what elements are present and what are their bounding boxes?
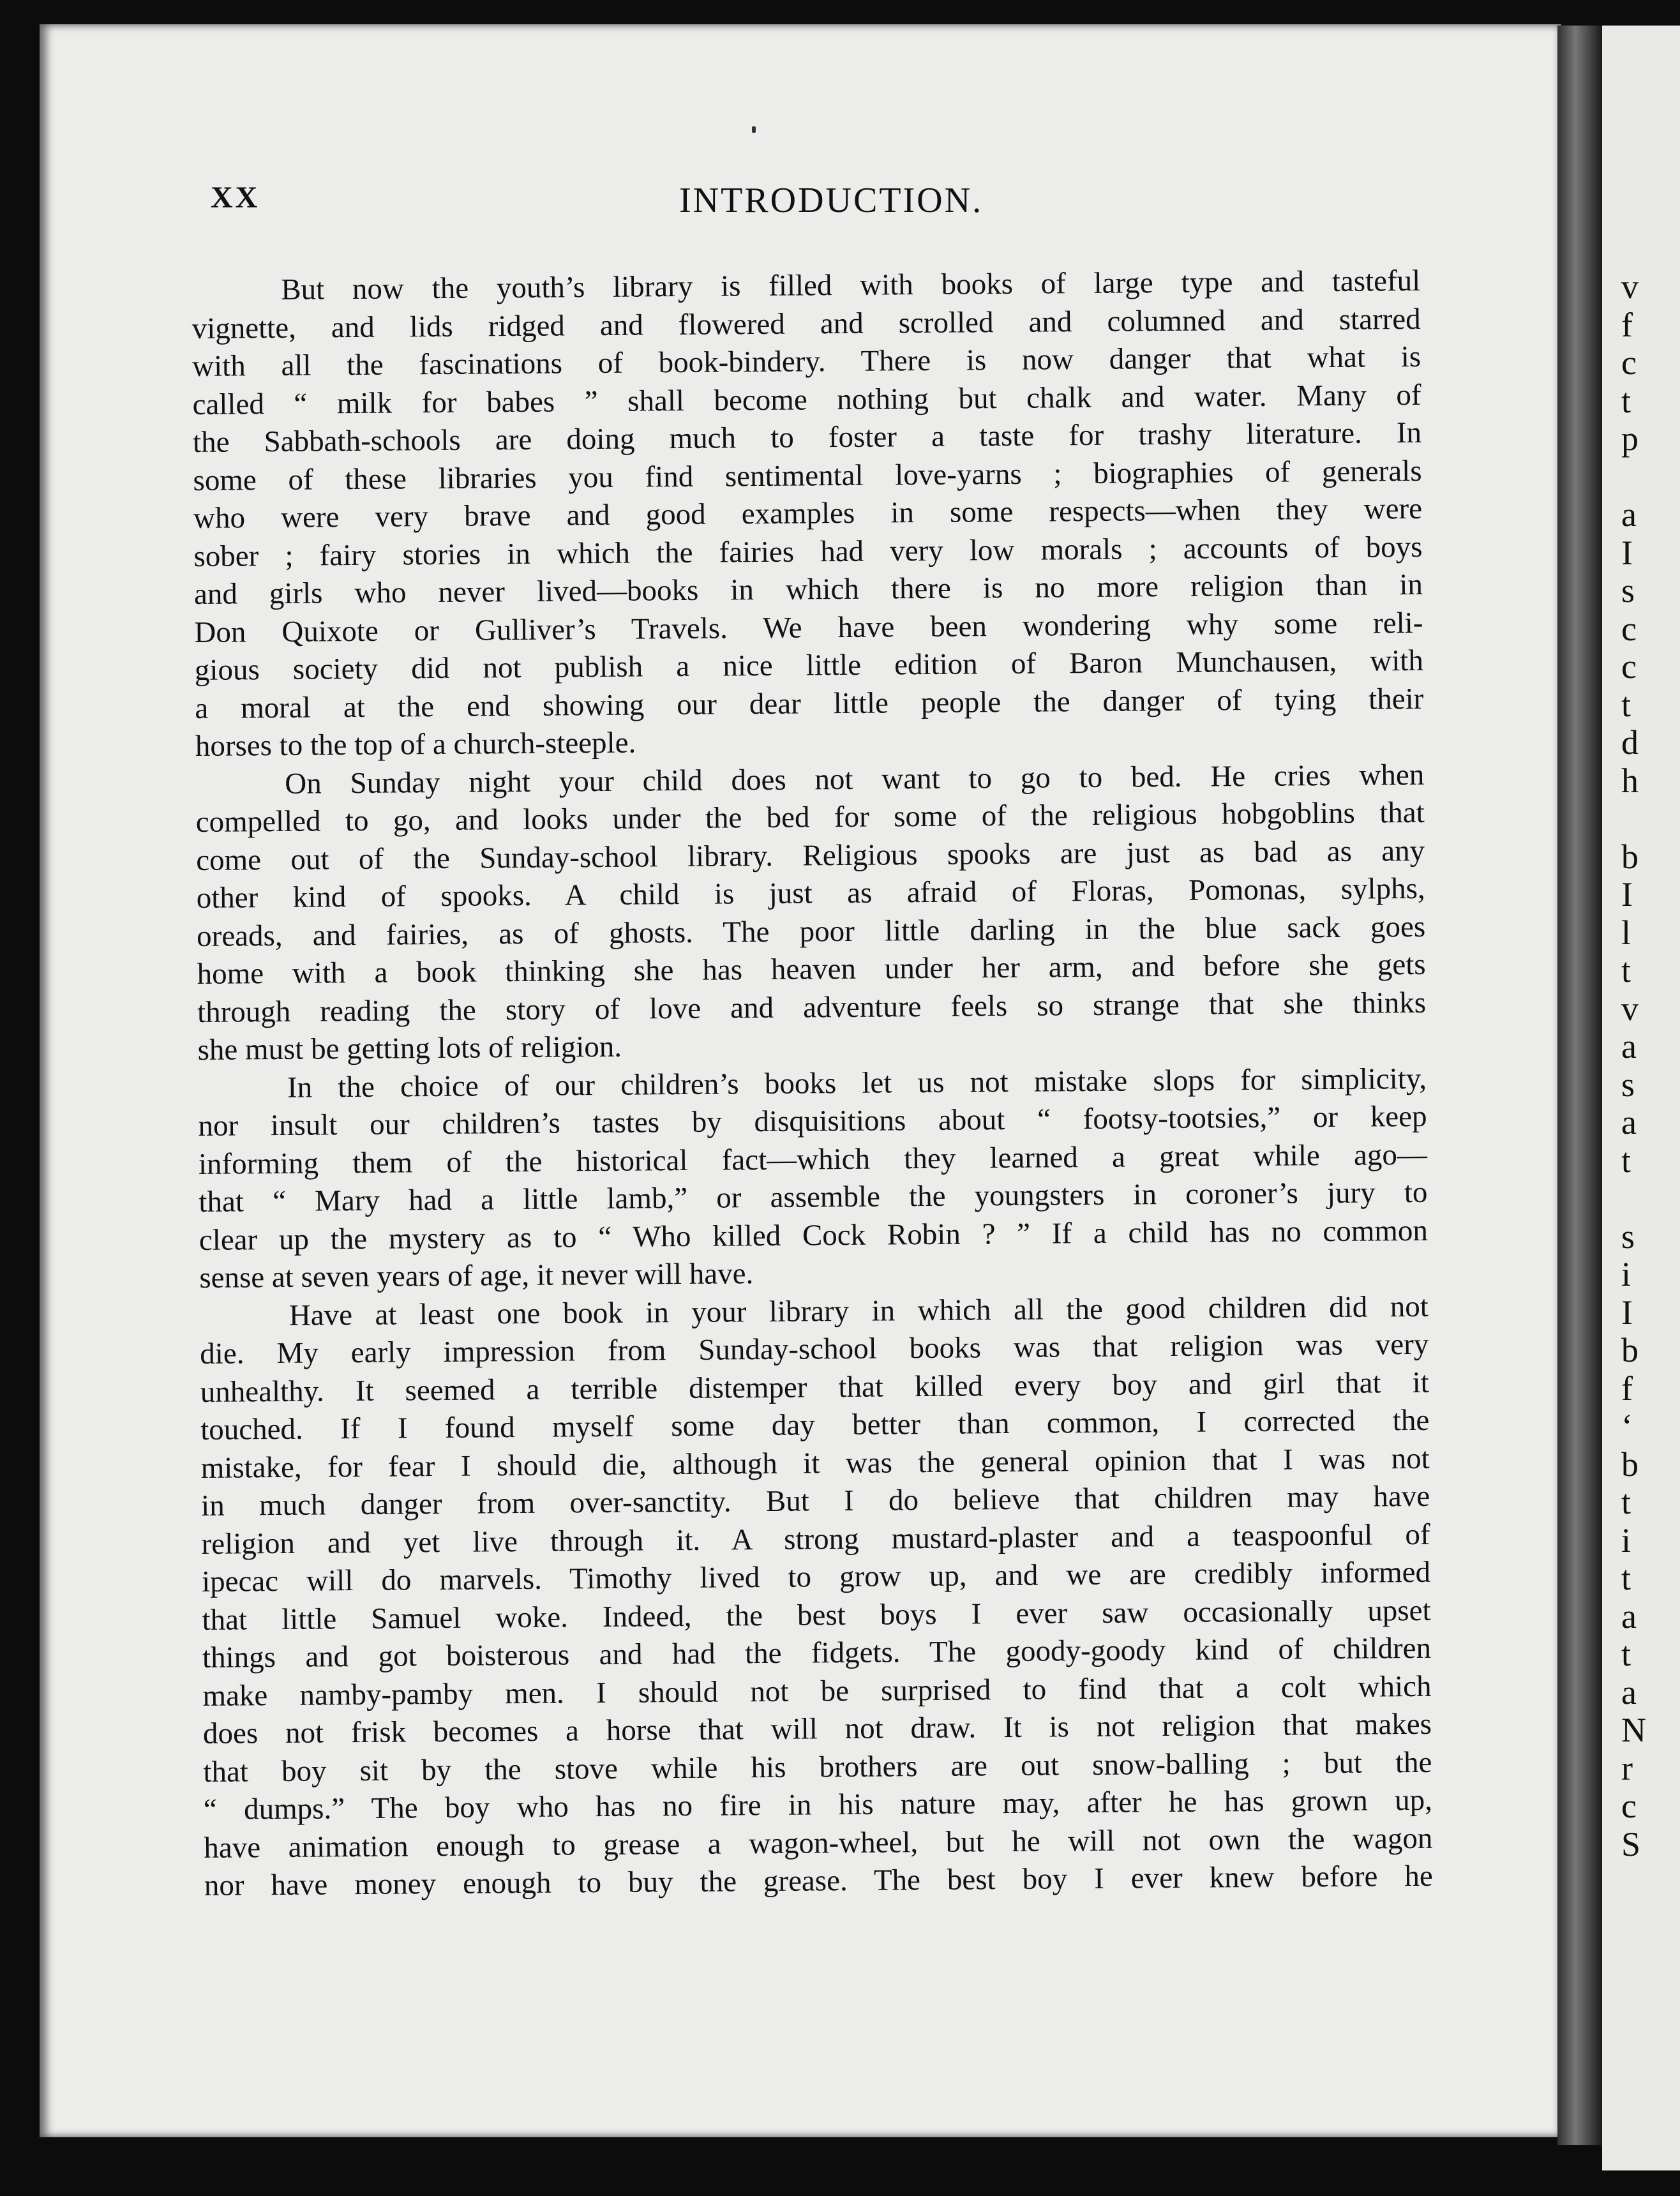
text-line: home with a book thinking she has heaven under her arm, and before she gets bbox=[197, 947, 1426, 991]
running-head bbox=[211, 180, 1487, 225]
text-line: some of these libraries you find sentimental love-yarns ; biographies of generals bbox=[193, 454, 1422, 497]
text-line: make namby-pamby men. I should not be surprised to find that a colt which bbox=[202, 1669, 1432, 1713]
text-line: mistake, for fear I should die, although it was the general opinion that I was not bbox=[200, 1441, 1430, 1485]
text-line: have animation enough to grease a wagon-wheel, but he will not own the wagon bbox=[204, 1821, 1433, 1865]
text-line: clear up the mystery as to “ Who killed Cock Robin ? ” If a child has no common bbox=[199, 1214, 1429, 1257]
text-line: On Sunday night your child does not want to go to bed. He cries when bbox=[285, 758, 1425, 801]
text-line: things and got boisterous and had the fidgets. The goody-goody kind of children bbox=[202, 1631, 1432, 1674]
text-line: ipecac will do marvels. Timothy lived to grow up, and we are credibly informed bbox=[201, 1555, 1431, 1598]
text-line: sober ; fairy stories in which the fairies had very low morals ; accounts of boys bbox=[193, 530, 1423, 573]
text-line: with all the fascinations of book-bindery. There is now danger that what is bbox=[191, 340, 1421, 383]
ink-speck bbox=[752, 126, 756, 133]
text-line: oreads, and fairies, as of ghosts. The poor little darling in the blue sack goes bbox=[196, 910, 1426, 953]
text-line: called “ milk for babes ” shall become nothing but chalk and water. Many of bbox=[192, 378, 1421, 421]
text-line: gious society did not publish a nice little edition of Baron Munchausen, with bbox=[194, 643, 1424, 687]
book-gutter bbox=[1557, 26, 1602, 2145]
text-line: sense at seven years of age, it never will have. bbox=[199, 1257, 754, 1295]
paragraph bbox=[200, 1288, 1433, 1905]
text-line: die. My early impression from Sunday-school books was that religion was very bbox=[200, 1327, 1429, 1371]
text-line: that little Samuel woke. Indeed, the best boys I ever saw occasionally upset bbox=[202, 1593, 1431, 1637]
text-line: nor have money enough to buy the grease. The best boy I ever knew before he bbox=[204, 1859, 1433, 1902]
text-line: unhealthy. It seemed a terrible distemper that killed every boy and girl that it bbox=[200, 1365, 1429, 1409]
text-line: Don Quixote or Gulliver’s Travels. We have been wondering why some reli- bbox=[194, 606, 1423, 649]
text-line: who were very brave and good examples in some respects—when they were bbox=[193, 492, 1423, 535]
text-line: a moral at the end showing our dear little people the danger of tying their bbox=[195, 682, 1424, 725]
paragraph bbox=[191, 262, 1424, 766]
text-line: nor insult our children’s tastes by disquisitions about “ footsy-tootsies,” or keep bbox=[198, 1099, 1427, 1143]
text-line: she must be getting lots of religion. bbox=[197, 1030, 622, 1067]
facing-page-edge bbox=[1602, 26, 1680, 2170]
text-line: “ dumps.” The boy who has no fire in his nature may, after he has grown up, bbox=[203, 1783, 1433, 1826]
page-folio: XX bbox=[211, 181, 260, 214]
text-line: through reading the story of love and adventure feels so strange that she thinks bbox=[197, 986, 1427, 1029]
text-line: other kind of spooks. A child is just as afraid of Floras, Pomonas, sylphs, bbox=[196, 871, 1425, 915]
text-line: that “ Mary had a little lamb,” or assemble the youngsters in coroner’s jury to bbox=[199, 1175, 1428, 1219]
facing-page-text-fragment: v f c t p a I s c c t d h b I l t v a s a t s i I b f ‘ b t i t a t a N r c S bbox=[1621, 267, 1646, 1863]
body-text bbox=[191, 262, 1433, 1906]
text-line: and girls who never lived—books in which there is no more religion than in bbox=[193, 568, 1423, 611]
text-line: religion and yet live through it. A strong mustard-plaster and a teaspoonful of bbox=[201, 1517, 1430, 1561]
paragraph bbox=[195, 756, 1427, 1069]
paragraph bbox=[198, 1060, 1429, 1297]
text-line: does not frisk becomes a horse that will not draw. It is not religion that makes bbox=[202, 1707, 1432, 1750]
text-line: come out of the Sunday-school library. Religious spooks are just as bad as any bbox=[196, 834, 1425, 877]
running-title: INTRODUCTION. bbox=[679, 181, 984, 220]
text-line: that boy sit by the stove while his brothers are out snow-balling ; but the bbox=[203, 1745, 1432, 1789]
text-line: the Sabbath-schools are doing much to foster a taste for trashy literature. In bbox=[192, 416, 1422, 459]
text-line: informing them of the historical fact—which they learned a great while ago— bbox=[198, 1138, 1428, 1181]
text-line: But now the youth’s library is filled with books of large type and tasteful bbox=[281, 264, 1421, 306]
text-line: In the choice of our children’s books let us not mistake slops for simplicity, bbox=[287, 1062, 1427, 1104]
text-line: touched. If I found myself some day better than common, I corrected the bbox=[200, 1403, 1430, 1447]
text-line: vignette, and lids ridged and flowered and scrolled and columned and starred bbox=[191, 302, 1421, 345]
text-line: compelled to go, and looks under the bed for some of the religious hobgoblins that bbox=[195, 795, 1425, 839]
text-line: Have at least one book in your library in which all the good children did not bbox=[289, 1290, 1429, 1332]
text-line: in much danger from over-sanctity. But I do believe that children may have bbox=[200, 1479, 1430, 1523]
text-line: horses to the top of a church-steeple. bbox=[195, 726, 636, 763]
